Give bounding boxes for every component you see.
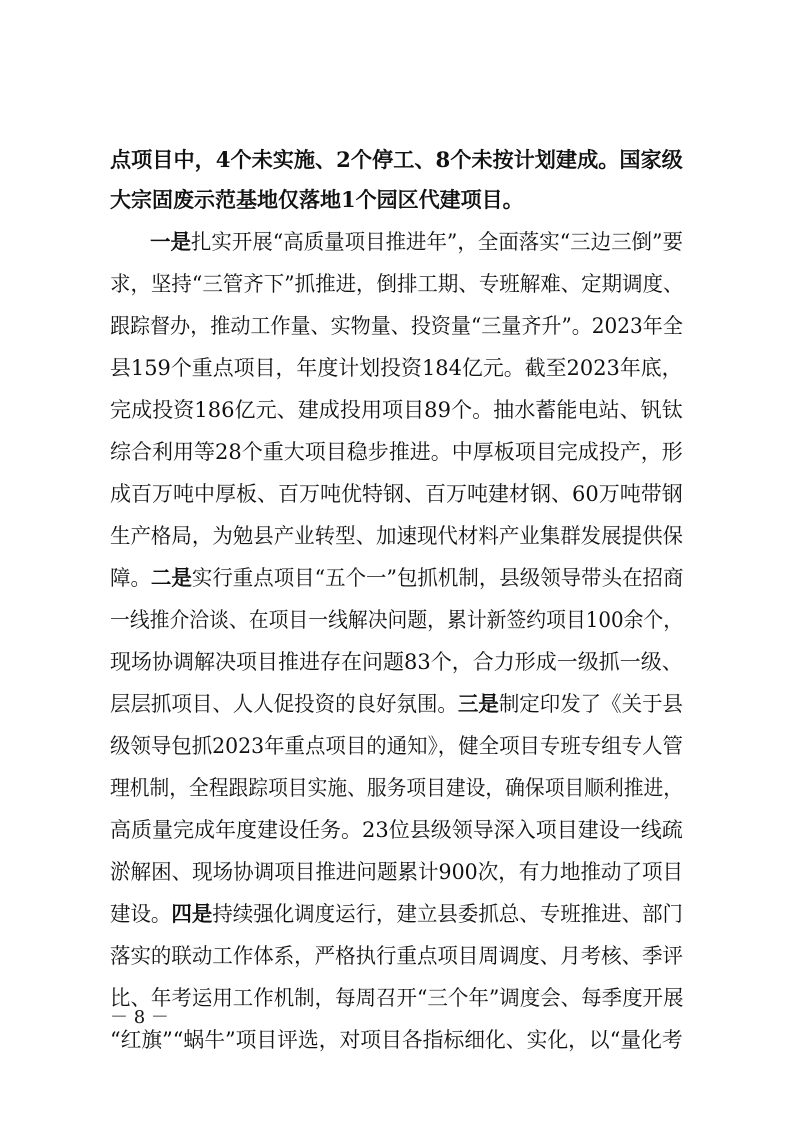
- line-content: [110, 516, 683, 556]
- line-content: [150, 222, 683, 262]
- line-content: [110, 978, 683, 1018]
- text-line: [0, 894, 793, 934]
- body-text-segment: 跟踪督办，推动工作量、实物量、投资量“三量齐升”。2023年全: [110, 314, 683, 338]
- line-content: [110, 180, 524, 220]
- text-line: [0, 642, 793, 682]
- body-text-segment: 高质量完成年度建设任务。23位县级领导深入项目建设一线疏: [110, 818, 683, 842]
- text-line: [0, 306, 793, 346]
- line-content: [110, 726, 683, 766]
- line-content: [110, 390, 683, 430]
- text-line: [0, 768, 793, 808]
- text-line: [0, 348, 793, 388]
- text-line: [0, 432, 793, 472]
- body-text-segment: 完成投资186亿元、建成投用项目89个。抽水蓄能电站、钒钛: [110, 398, 683, 422]
- body-text-segment: 障。: [110, 566, 151, 590]
- text-line: [0, 726, 793, 766]
- text-line: [0, 474, 793, 514]
- emphasis-text: 大宗固废示范基地仅落地1个园区代建项目。: [110, 187, 524, 212]
- body-text-segment: 生产格局，为勉县产业转型、加速现代材料产业集群发展提供保: [110, 524, 684, 548]
- line-content: [110, 852, 683, 892]
- text-line: [0, 684, 793, 724]
- body-text-segment: 扎实开展“高质量项目推进年”，全面落实“三边三倒”要: [190, 230, 683, 254]
- text-line: [0, 810, 793, 850]
- body-text-segment: 淤解困、现场协调项目推进问题累计900次，有力地推动了项目: [110, 860, 684, 884]
- body-text-segment: 落实的联动工作体系，严格执行重点项目周调度、月考核、季评: [110, 944, 684, 968]
- text-line: [0, 516, 793, 556]
- body-text-segment: 建设。: [110, 902, 172, 926]
- line-content: [110, 600, 683, 640]
- text-line: [0, 558, 793, 598]
- text-line: [0, 390, 793, 430]
- emphasis-text: 三是: [457, 691, 499, 716]
- body-text-segment: 实行重点项目“五个一”包抓机制，县级领导带头在招商: [191, 566, 684, 590]
- body-text-segment: 制定印发了《关于县: [498, 692, 684, 716]
- body-text-segment: 一线推介洽谈、在项目一线解决问题，累计新签约项目100余个，: [110, 608, 684, 632]
- line-content: [110, 810, 683, 850]
- line-content: [110, 264, 683, 304]
- body-text-segment: 理机制，全程跟踪项目实施、服务项目建设，确保项目顺利推进，: [110, 776, 684, 800]
- emphasis-text: 二是: [150, 565, 192, 590]
- line-content: [110, 1020, 683, 1060]
- body-text-segment: 求，坚持“三管齐下”抓推进，倒排工期、专班解难、定期调度、: [110, 272, 684, 296]
- line-content: [110, 140, 683, 180]
- page-number: － 8 －: [110, 1007, 169, 1028]
- emphasis-text: 点项目中，4个未实施、2个停工、8个未按计划建成。国家级: [110, 147, 683, 172]
- line-content: [110, 642, 683, 682]
- line-content: [110, 684, 683, 724]
- body-text-segment: 持续强化调度运行，建立县委抓总、专班推进、部门: [212, 902, 684, 926]
- body-text-segment: “红旗”“蜗牛”项目评选，对项目各指标细化、实化，以“量化考: [110, 1028, 683, 1052]
- body-text-segment: 综合利用等28个重大项目稳步推进。中厚板项目完成投产，形: [110, 440, 683, 464]
- body-text-segment: 级领导包抓2023年重点项目的通知》，健全项目专班专组专人管: [110, 734, 683, 758]
- text-line: [0, 852, 793, 892]
- text-line: [0, 140, 793, 180]
- line-content: [110, 894, 683, 934]
- emphasis-text: 一是: [150, 229, 191, 254]
- text-line: [0, 180, 793, 220]
- body-text-segment: 层层抓项目、人人促投资的良好氛围。: [110, 692, 458, 716]
- body-text-segment: 比、年考运用工作机制，每周召开“三个年”调度会、每季度开展: [110, 986, 684, 1010]
- body-text-segment: 县159个重点项目，年度计划投资184亿元。截至2023年底，: [110, 356, 683, 380]
- line-content: [110, 936, 683, 976]
- line-content: [110, 432, 683, 472]
- text-line: [0, 600, 793, 640]
- line-content: [110, 474, 683, 514]
- body-text-segment: 成百万吨中厚板、百万吨优特钢、百万吨建材钢、60万吨带钢: [110, 482, 683, 506]
- text-line: [0, 936, 793, 976]
- body-text-segment: 现场协调解决项目推进存在问题83个，合力形成一级抓一级、: [110, 650, 683, 674]
- line-content: [110, 306, 683, 346]
- line-content: [110, 768, 683, 808]
- emphasis-text: 四是: [171, 901, 213, 926]
- text-line: [0, 264, 793, 304]
- line-content: [110, 558, 683, 598]
- text-line: [0, 222, 793, 262]
- line-content: [110, 348, 683, 388]
